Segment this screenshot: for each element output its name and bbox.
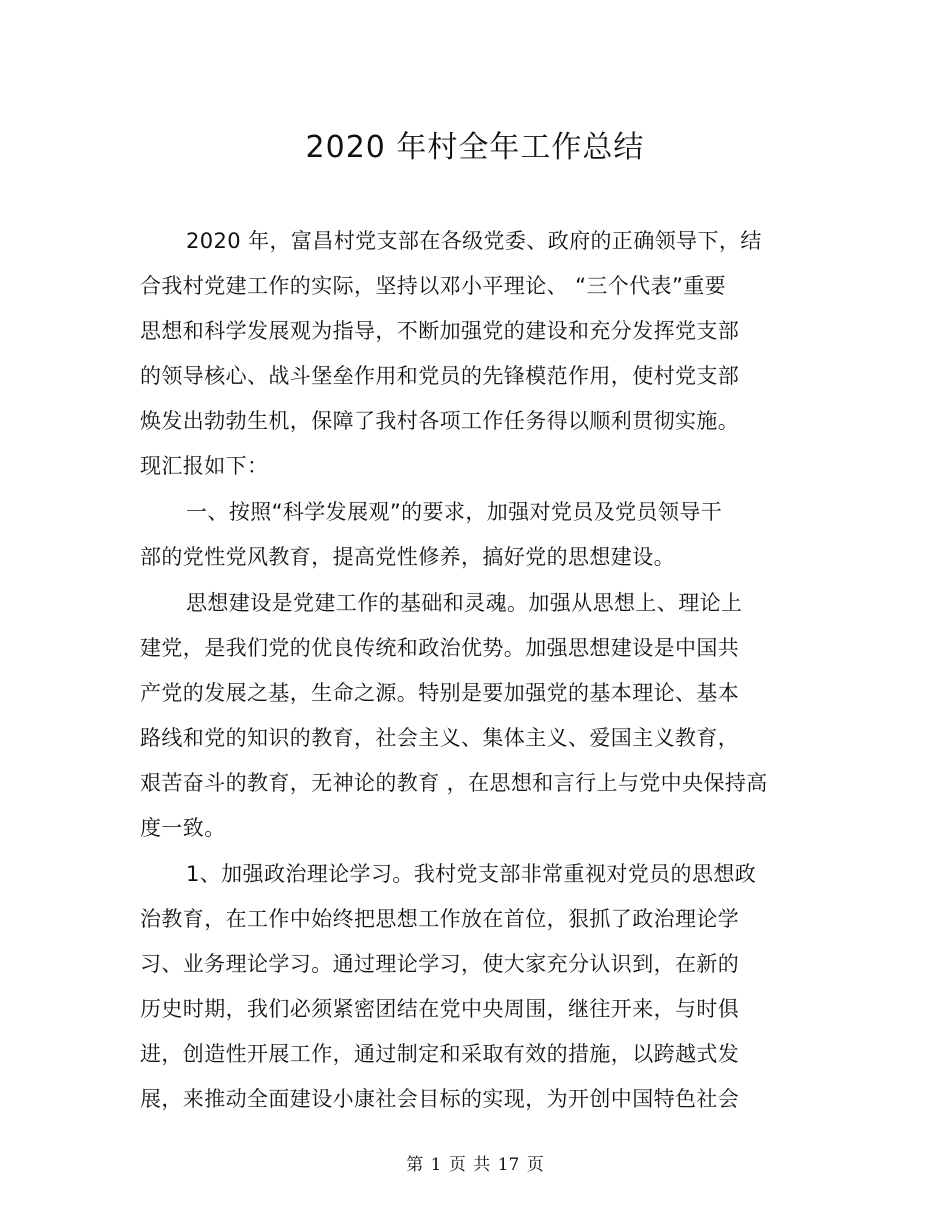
body-line-5: 焕发出勃勃生机，保障了我村各项工作任务得以顺利贯彻实施。 [140, 409, 740, 433]
body-line-1: 2020 年，富昌村党支部在各级党委、政府的正确领导下，结 [186, 229, 762, 253]
body-line-17: 习、业务理论学习。通过理论学习，使大家充分认识到，在新的 [140, 952, 740, 976]
body-line-10: 建党，是我们党的优良传统和政治优势。加强思想建设是中国共 [140, 636, 740, 660]
section-heading-line-1: 一、按照“科学发展观”的要求，加强对党员及党员领导干 [186, 500, 723, 524]
body-line-20: 展，来推动全面建设小康社会目标的实现，为开创中国特色社会 [140, 1087, 740, 1111]
body-line-6: 现汇报如下： [140, 454, 269, 478]
section-heading-line-2: 部的党性党风教育，提高党性修养，搞好党的思想建设。 [140, 545, 675, 569]
body-line-11: 产党的发展之基，生命之源。特别是要加强党的基本理论、基本 [140, 681, 740, 705]
body-line-2: 合我村党建工作的实际，坚持以邓小平理论、 “三个代表”重要 [140, 274, 727, 298]
page-footer: 第 1 页 共 17 页 [406, 1155, 544, 1175]
body-line-16: 治教育，在工作中始终把思想工作放在首位，狠抓了政治理论学 [140, 907, 740, 931]
body-line-9: 思想建设是党建工作的基础和灵魂。加强从思想上、理论上 [186, 591, 743, 615]
body-line-13: 艰苦奋斗的教育，无神论的教育 ，在思想和言行上与党中央保持高 [140, 771, 768, 795]
body-line-14: 度一致。 [140, 816, 226, 840]
body-line-15: 1、加强政治理论学习。我村党支部非常重视对党员的思想政 [186, 862, 757, 886]
document-title: 2020 年村全年工作总结 [305, 130, 645, 165]
body-line-12: 路线和党的知识的教育，社会主义、集体主义、爱国主义教育， [140, 726, 740, 750]
body-line-18: 历史时期，我们必须紧密团结在党中央周围，继往开来，与时俱 [140, 997, 740, 1021]
body-line-19: 进，创造性开展工作，通过制定和采取有效的措施，以跨越式发 [140, 1042, 740, 1066]
body-line-4: 的领导核心、战斗堡垒作用和党员的先锋模范作用，使村党支部 [140, 364, 740, 388]
body-line-3: 思想和科学发展观为指导，不断加强党的建设和充分发挥党支部 [140, 319, 740, 343]
